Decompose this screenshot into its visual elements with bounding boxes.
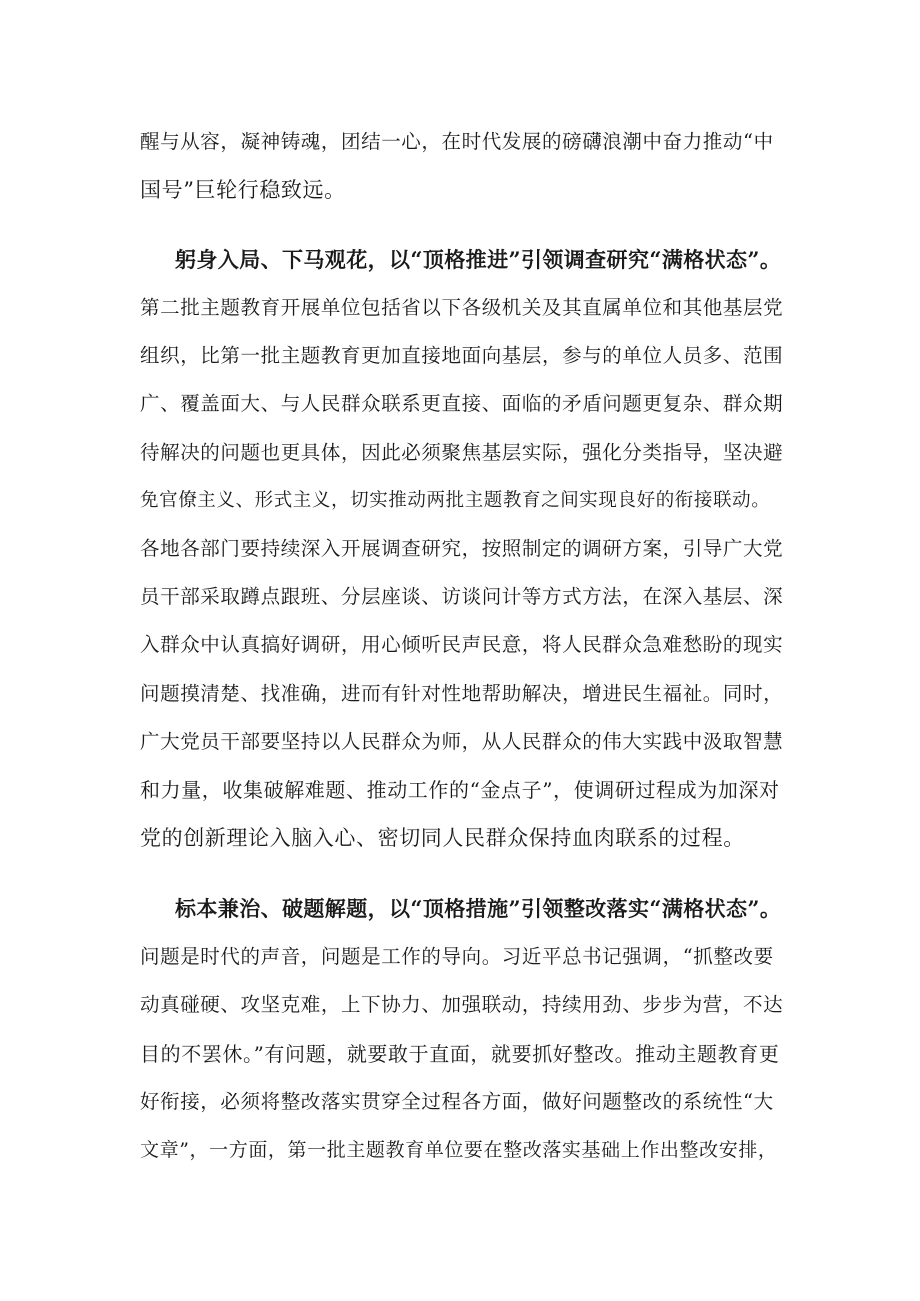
paragraph-line: 广、覆盖面大、与人民群众联系更直接、面临的矛盾问题更复杂、群众期	[140, 392, 784, 415]
paragraph-line: 各地各部门要持续深入开展调查研究，按照制定的调研方案，引导广大党	[140, 537, 784, 560]
paragraph-line: 员干部采取蹲点跟班、分层座谈、访谈问计等方式方法，在深入基层、深	[140, 585, 784, 608]
paragraph-line: 好衔接，必须将整改落实贯穿全过程各方面，做好问题整改的系统性“大	[140, 1090, 774, 1113]
paragraph-line: 问题是时代的声音，问题是工作的导向。习近平总书记强调，“抓整改要	[140, 945, 774, 968]
paragraph-line: 目的不罢休。”有问题，就要敢于直面，就要抓好整改。推动主题教育更	[140, 1042, 780, 1066]
paragraph-line: 和力量，收集破解难题、推动工作的“金点子”，使调研过程成为加深对	[140, 778, 780, 802]
paragraph-line: 动真碰硬、攻坚克难，上下协力、加强联动，持续用劲、步步为营，不达	[140, 993, 784, 1016]
paragraph-line: 广大党员干部要坚持以人民群众为师，从人民群众的伟大实践中汲取智慧	[140, 730, 784, 753]
paragraph-line: 醒与从容，凝神铸魂，团结一心，在时代发展的磅礴浪潮中奋力推动“中	[140, 130, 774, 153]
paragraph-line: 问题摸清楚、找准确，进而有针对性地帮助解决，增进民生福祉。同时，	[140, 682, 784, 705]
section-heading: 标本兼治、破题解题，以“顶格措施”引领整改落实“满格状态”。	[175, 896, 782, 921]
paragraph-line: 第二批主题教育开展单位包括省以下各级机关及其直属单位和其他基层党	[140, 296, 784, 319]
paragraph-line: 待解决的问题也更具体，因此必须聚焦基层实际，强化分类指导，坚决避	[140, 441, 784, 464]
section-heading: 躬身入局、下马观花，以“顶格推进”引领调查研究“满格状态”。	[175, 247, 782, 272]
paragraph-line: 入群众中认真搞好调研，用心倾听民声民意，将人民群众急难愁盼的现实	[140, 633, 784, 656]
paragraph-line: 组织，比第一批主题教育更加直接地面向基层，参与的单位人员多、范围	[140, 344, 784, 367]
paragraph-line: 文章”，一方面，第一批主题教育单位要在整改落实基础上作出整改安排，	[140, 1139, 778, 1161]
paragraph-line: 党的创新理论入脑入心、密切同人民群众保持血肉联系的过程。	[140, 826, 745, 850]
paragraph-line: 国号”巨轮行稳致远。	[140, 178, 346, 202]
paragraph-line: 免官僚主义、形式主义，切实推动两批主题教育之间实现良好的衔接联动。	[140, 490, 771, 511]
